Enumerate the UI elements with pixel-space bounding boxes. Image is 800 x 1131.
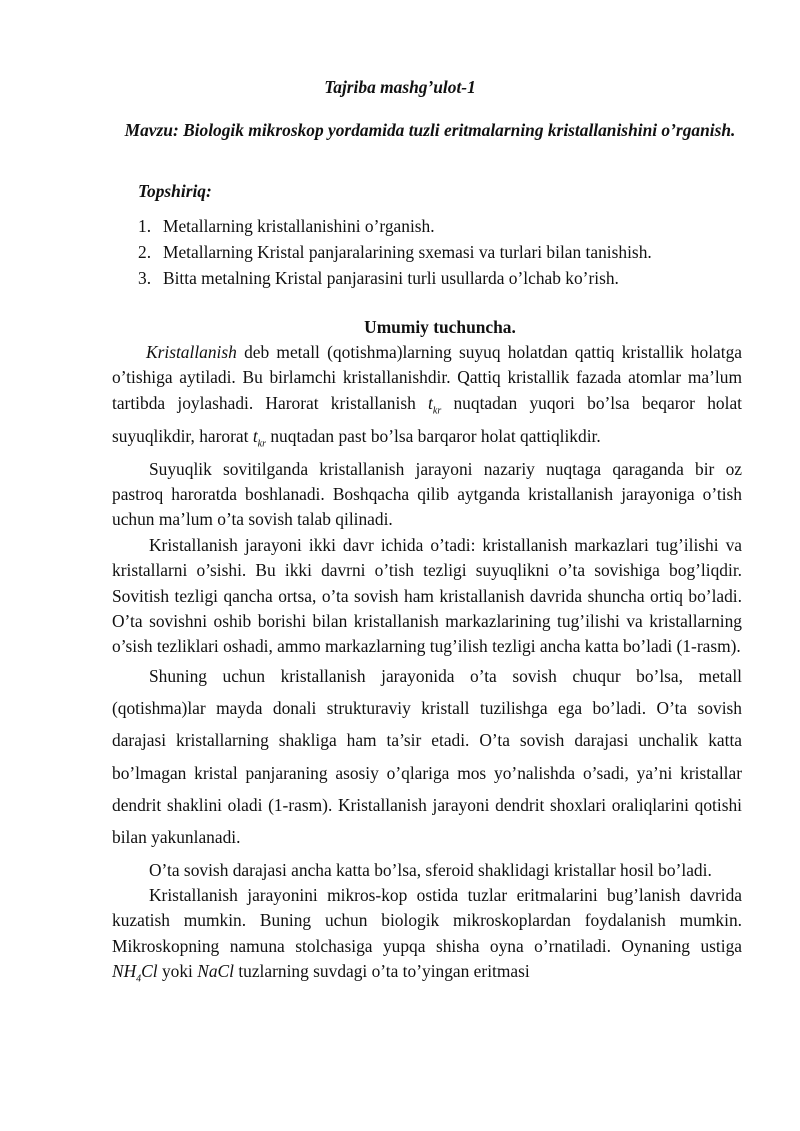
paragraph: Shuning uchun kristallanish jarayonida o’ta sovish chuqur bo’lsa, metall (qotishma)lar mayda donali strukturaviy kristall tuzilishga ega bo’ladi. O’ta sovish darajasi kristallarning shakliga ham ta’sir etadi. O’ta sovish darajasi unchalik katta bo’lmagan kristal panjaraning asosiy o’qlariga mos yo’nalishda o’sadi, ya’ni kristallar dendrit shaklini oladi (1-rasm). Kristallanish jarayoni dendrit shoxlari oraliqlarini qotishi bilan yakunlanadi. (112, 665, 742, 848)
list-item-text: Metallarning Kristal panjaralarining sxemasi va turlari bilan tanishish. (163, 242, 652, 262)
list-item-text: Metallarning kristallanishini o’rganish. (163, 216, 435, 236)
list-item-number: 1. (138, 216, 152, 236)
topic-heading: Mavzu: Biologik mikroskop yordamida tuzli eritmalarning kristallanishini o’rganish. (124, 120, 736, 140)
list-item (138, 265, 652, 291)
section-heading: Umumiy tuchuncha. (364, 317, 516, 337)
term-italic: Kristallanish (146, 342, 237, 362)
paragraph: Kristallanish jarayonini mikros-kop ostida tuzlar eritmalarini bug’lanish davrida kuzatish mumkin. Buning uchun biologik mikroskoplardan foydalanish mumkin. Mikroskopning namuna stolchasiga yupqa shisha oyna o’rnatiladi. Oynaning ustiga $NH_4Cl$ yoki NaCl tuzlarning suvdagi o’ta to’yingan eritmasi (112, 885, 742, 985)
paragraph: Kristallanish deb metall (qotishma)larning suyuq holatdan qattiq kristallik holatga o’tishiga aytiladi. Bu birlamchi kristallanishdir. Qattiq kristallik fazada atomlar ma’lum tartibda joylashadi. Harorat kristallanish $t_{kr}$ nuqtadan yuqori bo’lsa beqaror holat suyuqlikdir, harorat $t_{kr}$ nuqtadan past bo’lsa barqaror holat qattiqlikdir. (112, 342, 742, 450)
task-heading: Topshiriq: (138, 181, 212, 201)
list-item (138, 213, 652, 239)
paragraph: O’ta sovish darajasi ancha katta bo’lsa, sferoid shaklidagi kristallar hosil bo’ladi. (149, 859, 712, 880)
list-item-number: 3. (138, 268, 152, 288)
list-item-text: Bitta metalning Kristal panjarasini turli usullarda o’lchab ko’rish. (163, 268, 619, 288)
document-title: Tajriba mashg’ulot-1 (324, 77, 476, 97)
temperature-variable: $t_{kr}$ (252, 425, 267, 450)
task-list (138, 213, 652, 291)
paragraph: Suyuqlik sovitilganda kristallanish jarayoni nazariy nuqtaga qaraganda bir oz pastroq haroratda boshlanadi. Boshqacha qilib aytganda kristallanish jarayoniga o’tish uchun ma’lum o’ta sovish talab qilinadi. (112, 458, 742, 530)
chemical-formula: NaCl (197, 961, 234, 982)
list-item-number: 2. (138, 242, 152, 262)
list-item (138, 239, 652, 265)
paragraph: Kristallanish jarayoni ikki davr ichida o’tadi: kristallanish markazlari tug’ilishi va kristallarni o’sishi. Bu ikki davrni o’tish tezligi suyuqlikni o’ta sovishiga bog’liqdir. Sovitish tezligi qancha ortsa, o’ta sovish ham kristallanish davrida shuncha ortiq bo’ladi. O’ta sovishni oshib borishi bilan kristallanish markazlarining tug’ilishi va kristallarning o’sish tezliklari oshadi, ammo markazlarning tug’ilish tezligi ancha katta bo’ladi (1-rasm). (112, 534, 742, 657)
chemical-formula: $NH_4Cl$ (112, 961, 158, 985)
temperature-variable: $t_{kr}$ (428, 392, 442, 417)
document-body (112, 340, 742, 992)
